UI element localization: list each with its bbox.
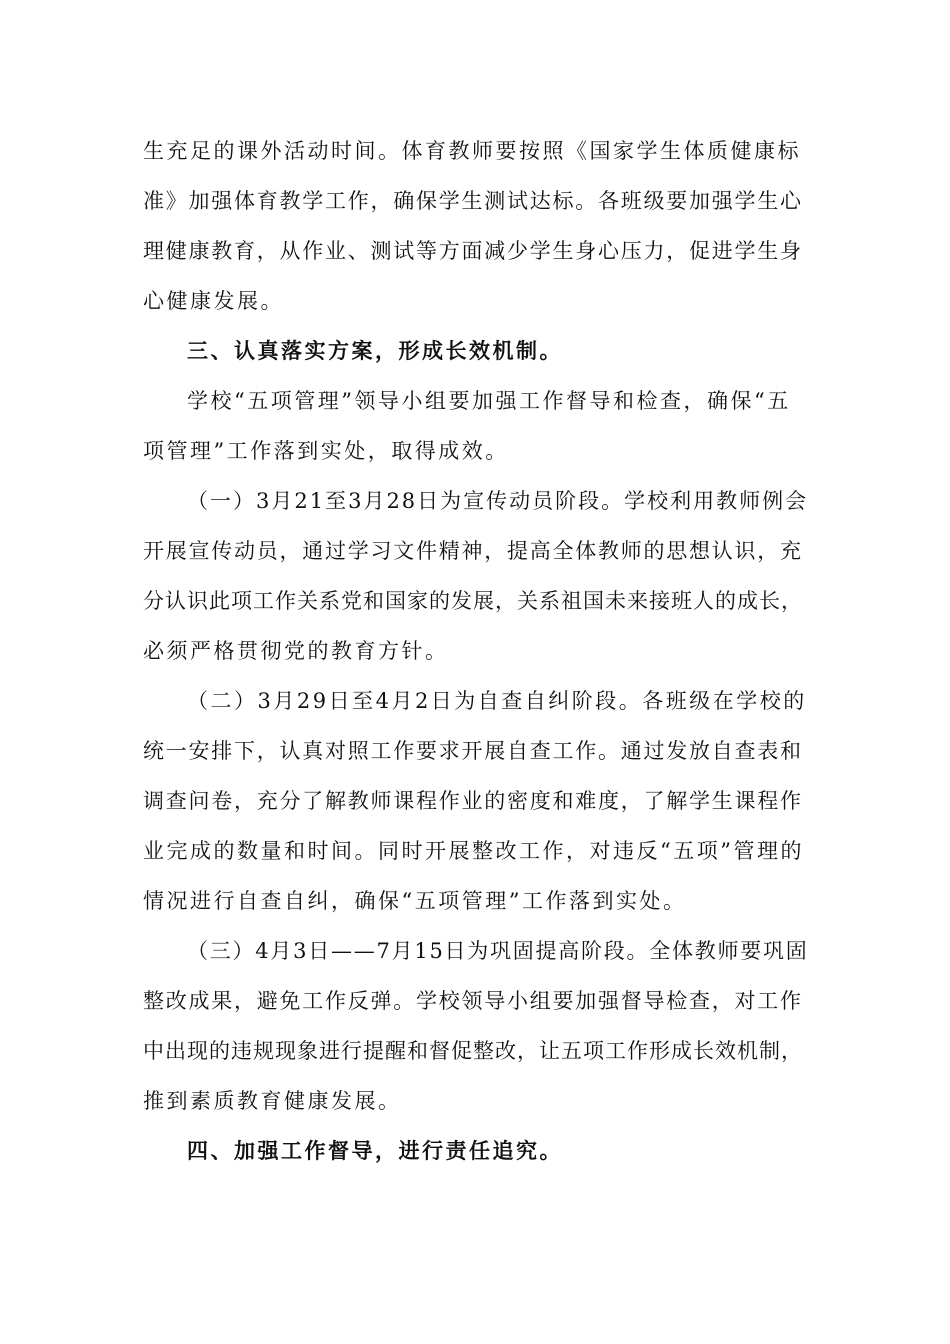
document-page [143, 126, 809, 1176]
paragraph-line: 中出现的违规现象进行提醒和督促整改，让五项工作形成长效机制， [143, 1039, 803, 1063]
paragraph-line: 统一安排下，认真对照工作要求开展自查工作。通过发放自查表和 [143, 739, 803, 763]
paragraph-line: （二）3月29日至4月2日为自查自纠阶段。各班级在学校的 [187, 689, 807, 713]
paragraph-line: 学校“五项管理”领导小组要加强工作督导和检查，确保“五 [187, 389, 791, 413]
section-heading: 三、认真落实方案，形成长效机制。 [187, 338, 563, 363]
paragraph-line: 调查问卷，充分了解教师课程作业的密度和难度，了解学生课程作 [143, 789, 803, 813]
paragraph-line: 心健康发展。 [143, 289, 284, 313]
paragraph-line: 项管理”工作落到实处，取得成效。 [143, 439, 509, 463]
paragraph-line: 准》加强体育教学工作，确保学生测试达标。各班级要加强学生心 [143, 189, 803, 213]
paragraph-line: 整改成果，避免工作反弹。学校领导小组要加强督导检查，对工作 [143, 989, 803, 1013]
paragraph-line: 推到素质教育健康发展。 [143, 1089, 402, 1113]
paragraph-line: （一）3月21至3月28日为宣传动员阶段。学校利用教师例会 [187, 489, 809, 513]
paragraph-line: 理健康教育，从作业、测试等方面减少学生身心压力，促进学生身 [143, 239, 803, 263]
paragraph-line: 业完成的数量和时间。同时开展整改工作，对违反“五项”管理的 [143, 839, 804, 863]
paragraph-line: 必须严格贯彻党的教育方针。 [143, 639, 449, 663]
paragraph-line: 生充足的课外活动时间。体育教师要按照《国家学生体质健康标 [143, 139, 801, 163]
paragraph-line: 情况进行自查自纠，确保“五项管理”工作落到实处。 [143, 889, 687, 913]
paragraph-line: （三）4月3日——7月15日为巩固提高阶段。全体教师要巩固 [187, 939, 809, 963]
paragraph-line: 开展宣传动员，通过学习文件精神，提高全体教师的思想认识，充 [143, 539, 803, 563]
paragraph-line: 分认识此项工作关系党和国家的发展，关系祖国未来接班人的成长， [143, 589, 803, 613]
section-heading: 四、加强工作督导，进行责任追究。 [187, 1138, 563, 1163]
